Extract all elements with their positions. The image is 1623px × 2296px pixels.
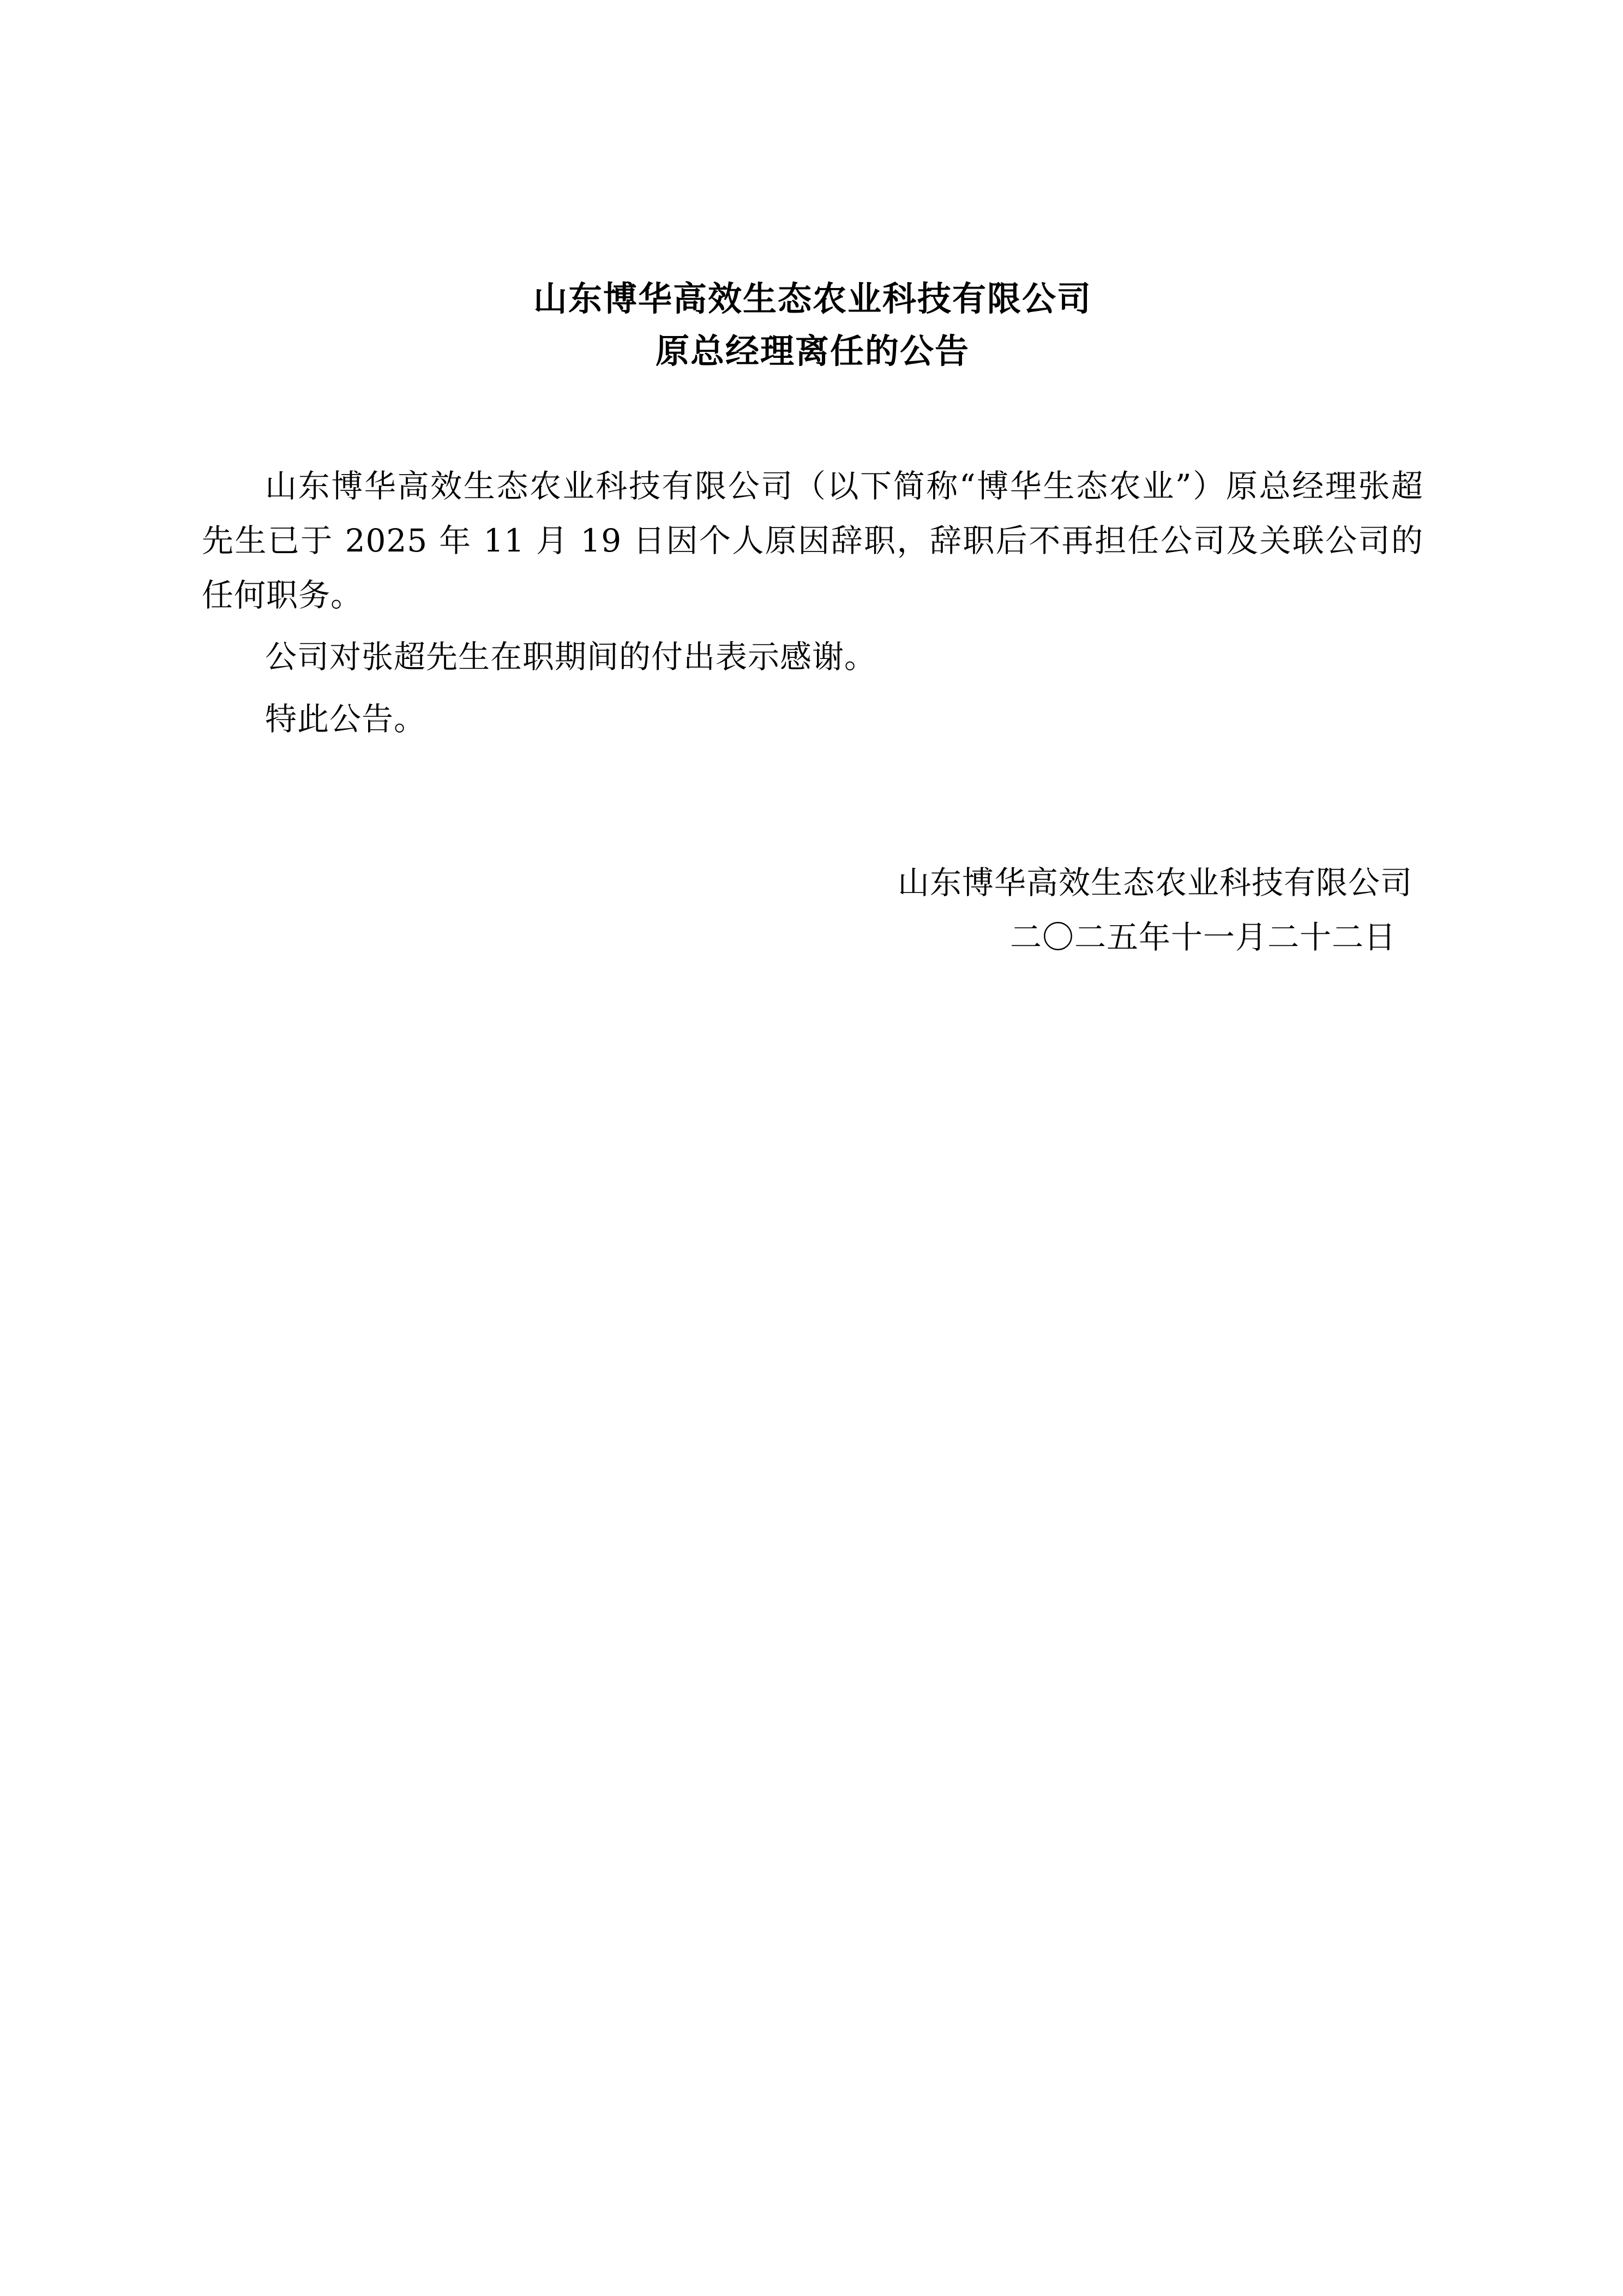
title-spacer (202, 377, 1423, 459)
page-title (202, 273, 1423, 377)
signature-company: 山东博华高效生态农业科技有限公司 (897, 864, 1412, 901)
paragraph-1: 山东博华高效生态农业科技有限公司（以下简称“博华生态农业”）原总经理张超先生已于 2025 年 11 月 19 日因个人原因辞职，辞职后不再担任公司及关联公司的任何职务。 (202, 467, 1423, 614)
paragraph-2: 公司对张超先生在职期间的付出表示感谢。 (265, 638, 877, 676)
signature-block (202, 856, 1423, 965)
title-line-1: 山东博华高效生态农业科技有限公司 (533, 279, 1092, 319)
document-body (202, 459, 1423, 747)
signature-date: 二〇二五年十一月二十二日 (1009, 918, 1396, 956)
paragraph-3: 特此公告。 (265, 700, 426, 738)
document-content (202, 273, 1423, 964)
title-line-2: 原总经理离任的公告 (655, 331, 970, 371)
